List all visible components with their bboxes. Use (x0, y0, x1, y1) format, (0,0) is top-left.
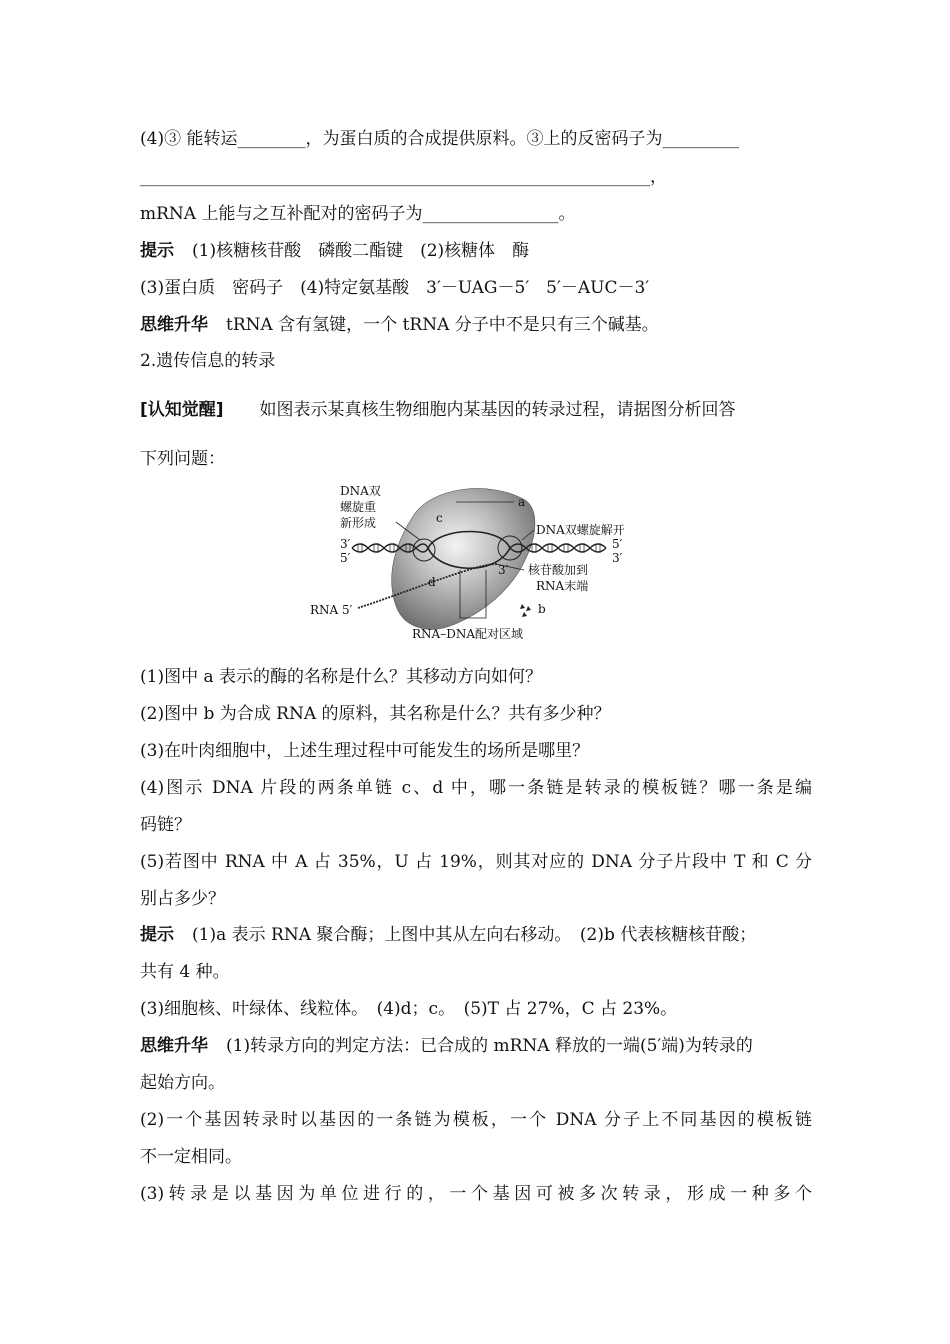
label-a: a (518, 495, 526, 509)
label-dna-reform-2: 螺旋重 (340, 500, 377, 514)
insight-label: 思维升华 (140, 1036, 208, 1056)
text-line-q4-blank: (4)③ 能转运________，为蛋白质的合成提供原料。③上的反密码子为_________ (140, 129, 739, 149)
hint-label: 提示 (140, 241, 174, 261)
question-5-line-2: 别占多少？ (140, 889, 225, 909)
question-2: (2)图中 b 为合成 RNA 的原料，其名称是什么？共有多少种？ (140, 704, 611, 724)
label-dna-reform-1: DNA双 (340, 484, 381, 498)
polymerase-shape (392, 488, 535, 629)
insight-line-2: 起始方向。 (140, 1073, 225, 1093)
insight-text: (1)转录方向的判定方法：已合成的 mRNA 释放的一端(5′端)为转录的 (226, 1036, 753, 1056)
insight-line-1 (140, 1035, 812, 1057)
nucleotide-icons (520, 604, 531, 617)
answer-line-2: 共有 4 种。 (140, 962, 230, 982)
intro-label: [认知觉醒] (140, 400, 224, 420)
summary-label: 思维升华 (140, 315, 208, 335)
section-heading: 2.遗传信息的转录 (140, 351, 276, 371)
answer-label: 提示 (140, 925, 174, 945)
answer-line-1 (140, 924, 812, 946)
question-1: (1)图中 a 表示的酶的名称是什么？其移动方向如何？ (140, 667, 543, 687)
intro-line-2: 下列问题： (140, 449, 225, 469)
question-4-line-2: 码链？ (140, 815, 191, 835)
label-dna-unwind: DNA双螺旋解开 (536, 523, 625, 537)
question-4-line-1: (4)图示 DNA 片段的两条单链 c、d 中，哪一条链是转录的模板链？哪一条是编 (140, 778, 812, 798)
label-rna-5prime: RNA 5′ (310, 603, 353, 617)
transcription-figure (300, 478, 650, 648)
label-left-5prime: 5′ (340, 551, 351, 565)
label-left-3prime: 3′ (340, 537, 351, 551)
intro-text: 如图表示某真核生物细胞内某基因的转录过程，请据图分析回答 (259, 400, 736, 420)
insight-line-5: (3)转录是以基因为单位进行的，一个基因可被多次转录，形成一种多个 (140, 1184, 812, 1204)
summary-text: tRNA 含有氢键，一个 tRNA 分子中不是只有三个碱基。 (226, 315, 659, 335)
summary-line (140, 314, 812, 336)
insight-line-4: 不一定相同。 (140, 1147, 242, 1167)
transcription-diagram (300, 478, 650, 648)
intro-line (140, 399, 812, 421)
hint-text: (1)核糖核苷酸 磷酸二酯键 (2)核糖体 酶 (192, 241, 530, 261)
label-d: d (428, 575, 436, 589)
label-b: b (538, 602, 546, 616)
text-line-codon: mRNA 上能与之互补配对的密码子为________________。 (140, 204, 576, 224)
label-right-3prime: 3′ (612, 551, 623, 565)
question-3: (3)在叶肉细胞中，上述生理过程中可能发生的场所是哪里？ (140, 741, 590, 761)
label-dna-reform-3: 新形成 (340, 516, 377, 530)
hint-line-1 (140, 240, 812, 262)
answer-text: (1)a 表示 RNA 聚合酶；上图中其从左向右移动。 (2)b 代表核糖核苷酸； (192, 925, 757, 945)
insight-line-3: (2)一个基因转录时以基因的一条链为模板，一个 DNA 分子上不同基因的模板链 (140, 1110, 812, 1130)
label-c: c (436, 511, 443, 525)
label-right-5prime: 5′ (612, 537, 623, 551)
label-rna-dna-pair: RNA–DNA配对区域 (412, 627, 523, 641)
answer-line-3: (3)细胞核、叶绿体、线粒体。 (4)d；c。 (5)T 占 27%，C 占 23%。 (140, 999, 678, 1019)
hint-line-2: (3)蛋白质 密码子 (4)特定氨基酸 3′－UAG－5′ 5′－AUC－3′ (140, 278, 650, 298)
label-nucleotide-add-2: RNA末端 (536, 579, 589, 593)
label-nucleotide-add-1: 核苷酸加到 (528, 563, 589, 577)
label-mid-3prime: 3′ (498, 563, 509, 577)
question-5-line-1: (5)若图中 RNA 中 A 占 35%，U 占 19%，则其对应的 DNA 分子片段中 T 和 C 分 (140, 852, 812, 872)
text-line-blank: ____________________________________________________________， (140, 167, 667, 187)
